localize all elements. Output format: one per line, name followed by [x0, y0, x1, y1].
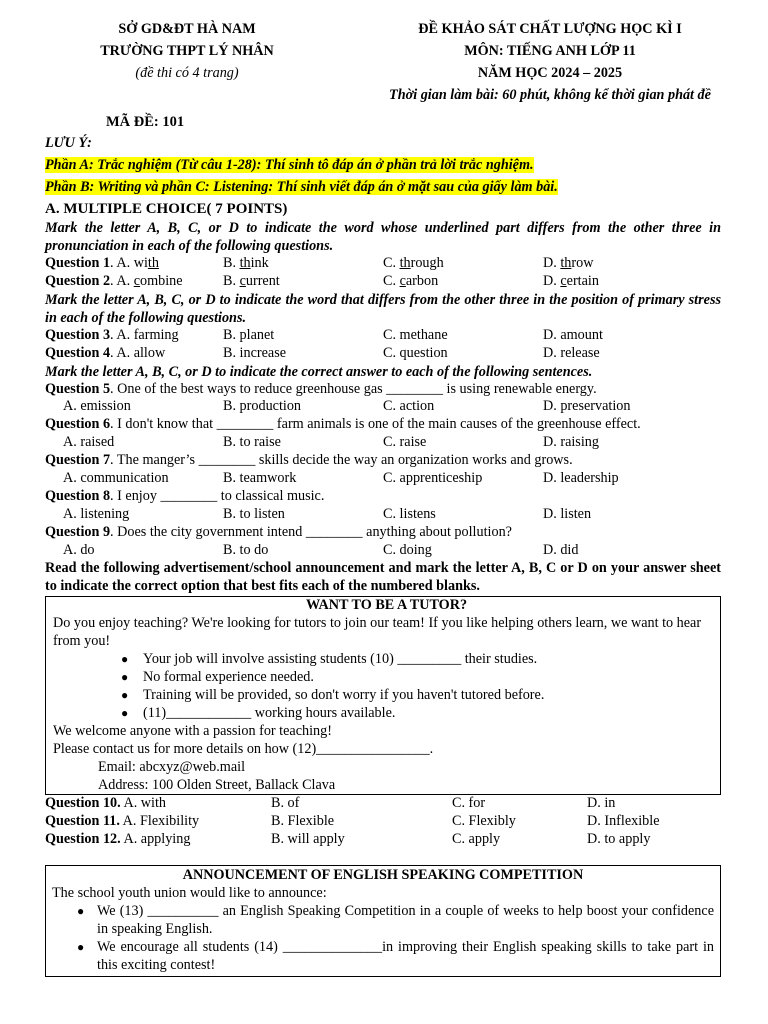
option-d: D. preservation [543, 398, 631, 415]
question-7-stem [45, 452, 721, 470]
question-label: Question 6 [45, 416, 111, 433]
option-d: D. amount [543, 326, 603, 343]
option-b: B. to do [223, 541, 269, 558]
list-item-text: We encourage all students (14) ______________in improving their English speaking skills to take part in this exciting contest! [97, 939, 714, 974]
question-stem: . One of the best ways to reduce greenhouse gas ________ is using renewable energy. [110, 380, 597, 397]
option-d: D. did [543, 541, 579, 558]
option-c-letter: C. [383, 255, 400, 271]
question-9-options [45, 542, 721, 560]
instruction-reading: Read the following advertisement/school announcement and mark the letter A, B, C or D on your answer sheet to indicate the correct option that best fits each of the numbered blanks. [45, 560, 721, 595]
header-left [62, 18, 312, 84]
option-a-rest: ombine [140, 272, 183, 289]
tutor-box-list [53, 650, 720, 722]
option-a: A. with [120, 795, 167, 812]
option-d: D. in [587, 795, 616, 812]
question-11 [45, 813, 721, 831]
question-label: Question 1 [45, 255, 111, 271]
question-4 [45, 345, 721, 363]
option-b: B. will apply [271, 831, 345, 848]
tutor-box-address: Address: 100 Olden Street, Ballack Clava [98, 777, 336, 794]
list-item-text: (11)____________ working hours available. [143, 705, 396, 722]
question-2 [45, 273, 721, 291]
option-b: B. planet [223, 326, 275, 343]
underlined-part: c [239, 272, 246, 289]
option-a: . A. farming [110, 326, 179, 343]
time-allowed: Thời gian làm bài: 60 phút, không kể thời gian phát đề [389, 87, 711, 103]
option-a: A. do [63, 541, 95, 558]
option-c: C. doing [383, 541, 432, 558]
list-item [52, 938, 714, 974]
list-item [52, 902, 714, 938]
note-part-b: Phần B: Writing và phần C: Listening: Thí sinh viết đáp án ở mặt sau của giấy làm bài. [45, 179, 558, 195]
option-c-rest: rough [410, 255, 444, 271]
department-name: SỞ GD&ĐT HÀ NAM [118, 21, 256, 37]
tutor-box-intro: Do you enjoy teaching? We're looking for tutors to join our team! If you like helping others learn, we want to hear from you! [53, 615, 702, 650]
option-c: C. methane [383, 326, 448, 343]
bullet-icon: ● [121, 670, 129, 685]
option-a: A. raised [63, 434, 115, 451]
list-item [121, 668, 720, 686]
option-c-rest: arbon [405, 272, 439, 289]
option-a: A. Flexibility [119, 813, 200, 830]
note-label: LƯU Ý: [45, 135, 92, 151]
underlined-part: th [239, 255, 251, 271]
question-7-options [45, 470, 721, 488]
subject: MÔN: TIẾNG ANH LỚP 11 [464, 43, 636, 59]
question-label: Question 2 [45, 272, 111, 289]
question-label: Question 11. [45, 813, 120, 830]
option-c-letter: C. [383, 272, 400, 289]
list-item-text: Your job will involve assisting students (10) _________ their studies. [143, 651, 538, 668]
underlined-part: th [560, 255, 572, 271]
underlined-part: c [399, 272, 406, 289]
instruction-stress: Mark the letter A, B, C, or D to indicate the word that differs from the other three in the position of primary stress in each of the following questions. [45, 291, 721, 326]
option-c: C. raise [383, 434, 427, 451]
question-8-options [45, 506, 721, 524]
list-item [121, 650, 720, 668]
option-a: A. communication [63, 470, 169, 487]
option-b-letter: B. [223, 272, 240, 289]
option-c: C. listens [383, 505, 436, 522]
option-b-rest: ink [250, 255, 269, 271]
option-d: D. raising [543, 434, 599, 451]
tutor-box-welcome: We welcome anyone with a passion for teaching! [53, 723, 332, 740]
list-item-text: No formal experience needed. [143, 669, 314, 686]
announcement-intro: The school youth union would like to announce: [52, 885, 327, 902]
question-stem: . Does the city government intend ________ anything about pollution? [110, 523, 512, 540]
option-a: A. applying [120, 831, 191, 848]
option-b: B. of [271, 795, 300, 812]
bullet-icon: ● [121, 652, 129, 667]
list-item-text: Training will be provided, so don't worry if you haven't tutored before. [143, 687, 545, 704]
option-b: B. to raise [223, 434, 281, 451]
option-c: C. apply [452, 831, 501, 848]
question-5-stem [45, 381, 721, 399]
option-c: C. action [383, 398, 435, 415]
underlined-part: th [399, 255, 411, 271]
underlined-part: c [133, 272, 141, 289]
tutor-box-contact: Please contact us for more details on how (12)________________. [53, 741, 434, 758]
header-right [360, 18, 740, 106]
question-label: Question 10. [45, 795, 121, 812]
exam-body [45, 134, 721, 977]
option-a: A. listening [63, 505, 130, 522]
question-6-stem [45, 416, 721, 434]
question-stem: . I enjoy ________ to classical music. [110, 487, 325, 504]
question-label: Question 7 [45, 452, 111, 469]
option-c: C. for [452, 795, 486, 812]
question-10 [45, 795, 721, 813]
section-a-title: A. MULTIPLE CHOICE( 7 POINTS) [45, 201, 288, 217]
option-b-rest: urrent [245, 272, 280, 289]
tutor-box-title: WANT TO BE A TUTOR? [305, 597, 468, 614]
question-stem: . I don't know that ________ farm animals is one of the main causes of the greenhouse effect. [110, 416, 641, 433]
option-c: C. Flexibly [452, 813, 516, 830]
question-stem: . The manger’s ________ skills decide the way an organization works and grows. [110, 452, 573, 469]
option-d: D. release [543, 344, 600, 361]
exam-code: MÃ ĐỀ: 101 [106, 114, 185, 130]
question-label: Question 8 [45, 487, 111, 504]
question-label: Question 5 [45, 380, 111, 397]
option-d: D. listen [543, 505, 592, 522]
question-9-stem [45, 524, 721, 542]
question-8-stem [45, 488, 721, 506]
exam-title: ĐỀ KHẢO SÁT CHẤT LƯỢNG HỌC KÌ I [418, 21, 682, 37]
underlined-part: c [560, 272, 567, 289]
question-12 [45, 831, 721, 849]
list-item [121, 686, 720, 704]
school-name: TRƯỜNG THPT LÝ NHÂN [100, 43, 274, 59]
school-year: NĂM HỌC 2024 – 2025 [477, 65, 623, 81]
option-d: D. to apply [587, 831, 651, 848]
option-d-letter: D. [543, 255, 561, 271]
note-part-a: Phần A: Trắc nghiệm (Từ câu 1-28): Thí sinh tô đáp án ở phần trả lời trắc nghiệm. [45, 157, 534, 173]
option-c: C. question [383, 344, 448, 361]
option-d: D. Inflexible [587, 813, 660, 830]
option-b-letter: B. [223, 255, 240, 271]
question-label: Question 3 [45, 326, 111, 343]
announcement-title: ANNOUNCEMENT OF ENGLISH SPEAKING COMPETITION [182, 867, 584, 884]
bullet-icon: ● [77, 940, 85, 955]
question-5-options [45, 398, 721, 416]
page-count-note: (đề thi có 4 trang) [135, 65, 239, 81]
announcement-box [45, 865, 721, 977]
option-b: B. teamwork [223, 470, 297, 487]
option-a: A. emission [63, 398, 131, 415]
tutor-advertisement-box [45, 596, 721, 795]
underlined-part: th [147, 255, 159, 271]
option-d-rest: row [571, 255, 594, 271]
question-label: Question 4 [45, 344, 111, 361]
option-d-letter: D. [543, 272, 561, 289]
list-item-text: We (13) __________ an English Speaking Competition in a couple of weeks to help boost your confidence in speaking English. [97, 903, 714, 938]
tutor-box-email: Email: abcxyz@web.mail [98, 759, 246, 776]
question-label: Question 12. [45, 831, 121, 848]
option-c: C. apprenticeship [383, 470, 483, 487]
instruction-sentences: Mark the letter A, B, C, or D to indicate the correct answer to each of the following sentences. [45, 363, 593, 380]
option-d: D. leadership [543, 470, 619, 487]
option-b: B. to listen [223, 505, 285, 522]
option-b: B. increase [223, 344, 287, 361]
bullet-icon: ● [77, 904, 85, 919]
list-item [121, 704, 720, 722]
option-a-letter: . A. [110, 272, 134, 289]
question-1 [45, 255, 721, 273]
instruction-pronunciation: Mark the letter A, B, C, or D to indicate the word whose underlined part differs from the other three in pronunciation in each of the following questions. [45, 220, 721, 254]
bullet-icon: ● [121, 706, 129, 721]
question-3 [45, 327, 721, 345]
question-6-options [45, 434, 721, 452]
option-d-rest: ertain [566, 272, 599, 289]
question-label: Question 9 [45, 523, 111, 540]
bullet-icon: ● [121, 688, 129, 703]
option-b: B. Flexible [271, 813, 335, 830]
option-a: . A. wi [110, 255, 148, 271]
option-a: . A. allow [110, 344, 166, 361]
option-b: B. production [223, 398, 302, 415]
